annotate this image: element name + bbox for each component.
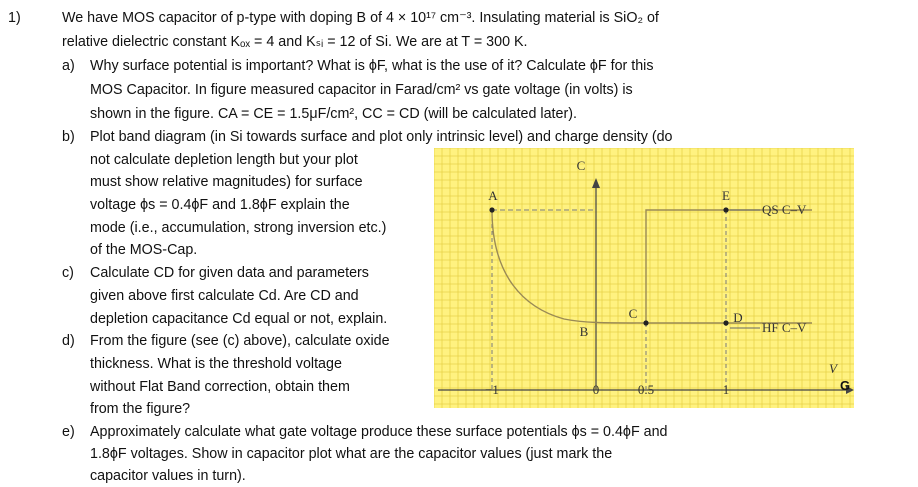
part-e-line-2: 1.8ϕF voltages. Show in capacitor plot what are the capacitor values (just mark the: [90, 446, 613, 462]
part-b-line-3: must show relative magnitudes) for surface: [90, 174, 363, 190]
part-c-line-3: depletion capacitance Cd equal or not, explain.: [90, 311, 388, 327]
part-d-line-4: from the figure?: [90, 401, 191, 417]
label-e: E: [722, 188, 730, 203]
question-number: 1): [8, 10, 21, 26]
part-c-line-1: Calculate CD for given data and parameters: [90, 265, 369, 281]
part-c-label: c): [62, 265, 74, 281]
part-b-line-2: not calculate depletion length but your plot: [90, 152, 358, 168]
part-a-label: a): [62, 58, 75, 74]
label-c-axis: C: [576, 158, 586, 173]
part-a-line-1: Why surface potential is important? What is ϕF, what is the use of it? Calculate ϕF for this: [90, 58, 654, 74]
part-b-line-6: of the MOS-Cap.: [90, 242, 198, 258]
qs-cv-label: QS C–V: [762, 202, 807, 217]
part-b-label: b): [62, 129, 75, 145]
point-c: [643, 320, 648, 325]
label-a: A: [488, 188, 498, 203]
label-c: C: [628, 306, 638, 321]
part-b-line-4: voltage ϕs = 0.4ϕF and 1.8ϕF explain the: [90, 197, 350, 213]
x-tick-minus-1: −1: [485, 382, 499, 397]
label-d: D: [733, 310, 743, 325]
part-c-line-2: given above first calculate Cd. Are CD and: [90, 288, 359, 304]
part-e-label: e): [62, 424, 75, 440]
part-d-line-3: without Flat Band correction, obtain them: [90, 379, 350, 395]
x-tick-0: 0: [592, 382, 600, 397]
intro-line-1: We have MOS capacitor of p-type with doping B of 4 × 10¹⁷ cm⁻³. Insulating material is SiO₂ of: [62, 10, 659, 26]
point-e: [723, 207, 728, 212]
point-a: [489, 207, 494, 212]
part-b-line-1: Plot band diagram (in Si towards surface and plot only intrinsic level) and charge density (do: [90, 129, 673, 145]
part-e-line-1: Approximately calculate what gate voltage produce these surface potentials ϕs = 0.4ϕF and: [90, 424, 668, 440]
part-e-line-3: capacitor values in turn).: [90, 468, 246, 484]
part-d-line-1: From the figure (see (c) above), calculate oxide: [90, 333, 390, 349]
intro-line-2: relative dielectric constant Kₒₓ = 4 and Kₛᵢ = 12 of Si. We are at T = 300 K.: [62, 34, 528, 50]
x-axis-subscript: G: [840, 378, 851, 393]
point-d: [723, 320, 728, 325]
part-b-line-5: mode (i.e., accumulation, strong inversion etc.): [90, 220, 387, 236]
x-axis-title: V: [829, 361, 837, 376]
cv-figure: [434, 148, 854, 408]
part-d-label: d): [62, 333, 75, 349]
label-b: B: [579, 324, 589, 339]
part-a-line-3: shown in the figure. CA = CE = 1.5μF/cm², CC = CD (will be calculated later).: [90, 106, 577, 122]
x-tick-0-5: 0.5: [637, 382, 655, 397]
hf-cv-label: HF C–V: [762, 320, 807, 335]
part-a-line-2: MOS Capacitor. In figure measured capacitor in Farad/cm² vs gate voltage (in volts) is: [90, 82, 633, 98]
part-d-line-2: thickness. What is the threshold voltage: [90, 356, 342, 372]
x-tick-1: 1: [722, 382, 730, 397]
figure-background: [434, 148, 854, 408]
